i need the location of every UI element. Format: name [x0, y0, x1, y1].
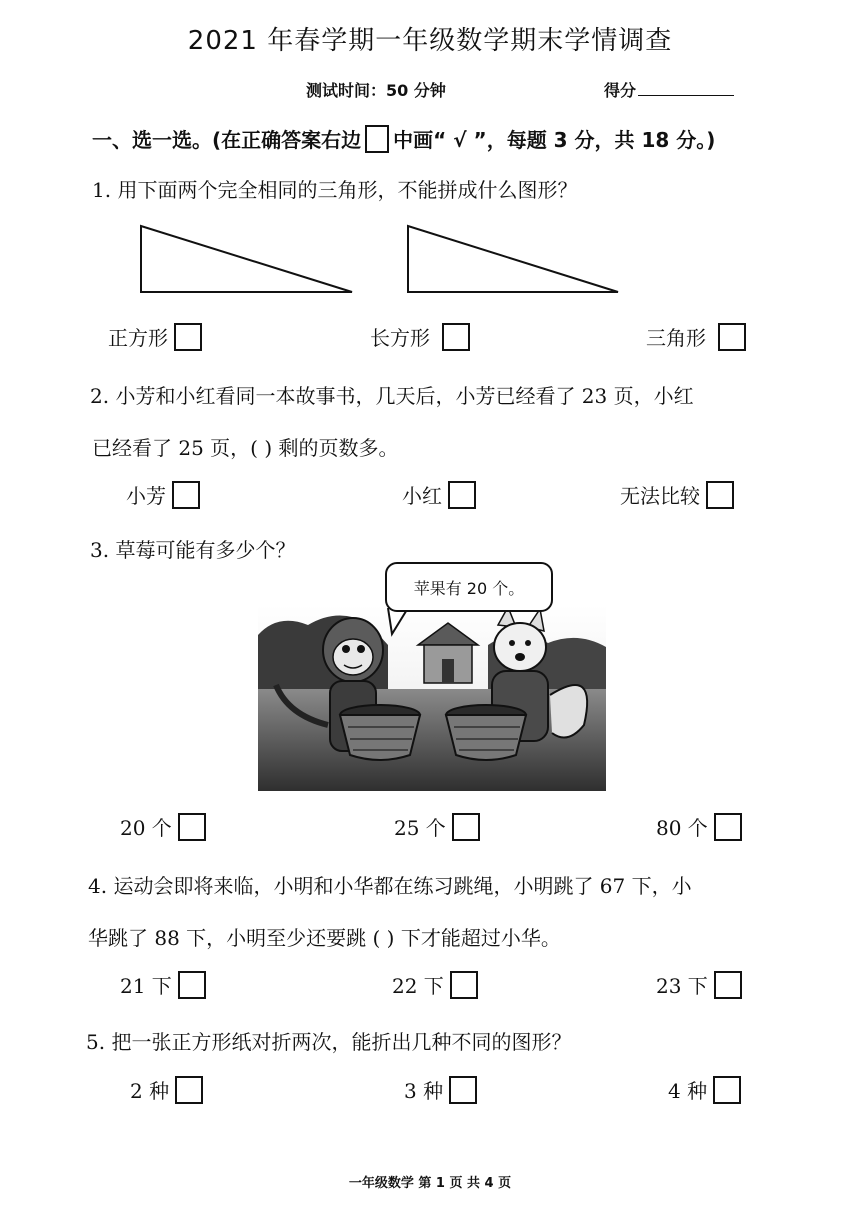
q4-option-3-checkbox[interactable] [714, 971, 742, 999]
q2-option-3 [620, 480, 734, 509]
q4-option-3-label: 23 下 [656, 974, 708, 998]
section-1-heading-pre: 一、选一选。(在正确答案右边 [92, 128, 362, 152]
q1-option-3 [646, 322, 746, 351]
q4-option-2-label: 22 下 [392, 974, 444, 998]
q3-option-3-label: 80 个 [656, 816, 708, 840]
q2-option-3-label: 无法比较 [620, 484, 700, 508]
q5-option-2-label: 3 种 [404, 1079, 444, 1103]
page-footer: 一年级数学 第 1 页 共 4 页 [348, 1176, 512, 1191]
basket-left [340, 705, 420, 760]
question-1-triangles [0, 0, 860, 300]
q1-option-2-label: 长方形 [370, 326, 430, 350]
triangle-left [141, 226, 352, 292]
q1-option-2-checkbox[interactable] [442, 323, 470, 351]
test-time: 测试时间：50 分钟 [306, 81, 446, 100]
q5-option-1-label: 2 种 [130, 1079, 170, 1103]
question-2-line-1: 2. 小芳和小红看同一本故事书，几天后，小芳已经看了 23 页，小红 [90, 384, 694, 408]
q5-option-3-label: 4 种 [668, 1079, 708, 1103]
question-4-line-2: 华跳了 88 下，小明至少还要跳 ( ) 下才能超过小华。 [88, 926, 561, 950]
question-3-text: 3. 草莓可能有多少个？ [90, 538, 296, 562]
question-2-line-2: 已经看了 25 页，( ) 剩的页数多。 [92, 436, 399, 460]
q1-option-3-checkbox[interactable] [718, 323, 746, 351]
page-title: 2021 年春学期一年级数学期末学情调查 [187, 26, 673, 56]
q2-option-1-label: 小芳 [126, 484, 166, 508]
q3-option-2-checkbox[interactable] [452, 813, 480, 841]
score-label: 得分 [604, 81, 637, 100]
q4-option-1 [120, 970, 206, 999]
q2-option-2-checkbox[interactable] [448, 481, 476, 509]
q2-option-2 [402, 480, 476, 509]
q2-option-1-checkbox[interactable] [172, 481, 200, 509]
basket-right [446, 705, 526, 760]
q5-option-3 [668, 1075, 741, 1104]
speech-bubble-tail [380, 608, 420, 638]
q5-option-2-checkbox[interactable] [449, 1076, 477, 1104]
section-1-heading-post: 中画“ √ ”，每题 3 分，共 18 分。) [393, 128, 716, 152]
q2-option-3-checkbox[interactable] [706, 481, 734, 509]
speech-bubble: 苹果有 20 个。 [385, 562, 553, 612]
q3-option-1-checkbox[interactable] [178, 813, 206, 841]
q5-option-1 [130, 1075, 203, 1104]
house-door [442, 659, 454, 683]
monkey-fox-illustration [258, 605, 606, 791]
question-4-line-1: 4. 运动会即将来临，小明和小华都在练习跳绳，小明跳了 67 下，小 [88, 874, 692, 898]
q5-option-1-checkbox[interactable] [175, 1076, 203, 1104]
q1-option-1 [108, 322, 202, 351]
q2-option-2-label: 小红 [402, 484, 442, 508]
q3-option-2-label: 25 个 [394, 816, 446, 840]
q4-option-1-checkbox[interactable] [178, 971, 206, 999]
q1-option-1-label: 正方形 [108, 326, 168, 350]
question-5-text: 5. 把一张正方形纸对折两次，能折出几种不同的图形？ [86, 1030, 572, 1054]
q1-option-2 [370, 322, 470, 351]
q4-option-2 [392, 970, 478, 999]
q1-option-1-checkbox[interactable] [174, 323, 202, 351]
q3-option-2 [394, 812, 480, 841]
q4-option-1-label: 21 下 [120, 974, 172, 998]
triangle-right [408, 226, 618, 292]
q3-option-1 [120, 812, 206, 841]
q3-option-3 [656, 812, 742, 841]
q3-option-3-checkbox[interactable] [714, 813, 742, 841]
q4-option-2-checkbox[interactable] [450, 971, 478, 999]
q5-option-3-checkbox[interactable] [713, 1076, 741, 1104]
q5-option-2 [404, 1075, 477, 1104]
question-1-text: 1. 用下面两个完全相同的三角形，不能拼成什么图形？ [92, 178, 578, 202]
q2-option-1 [126, 480, 200, 509]
q1-option-3-label: 三角形 [646, 326, 706, 350]
q3-option-1-label: 20 个 [120, 816, 172, 840]
q4-option-3 [656, 970, 742, 999]
